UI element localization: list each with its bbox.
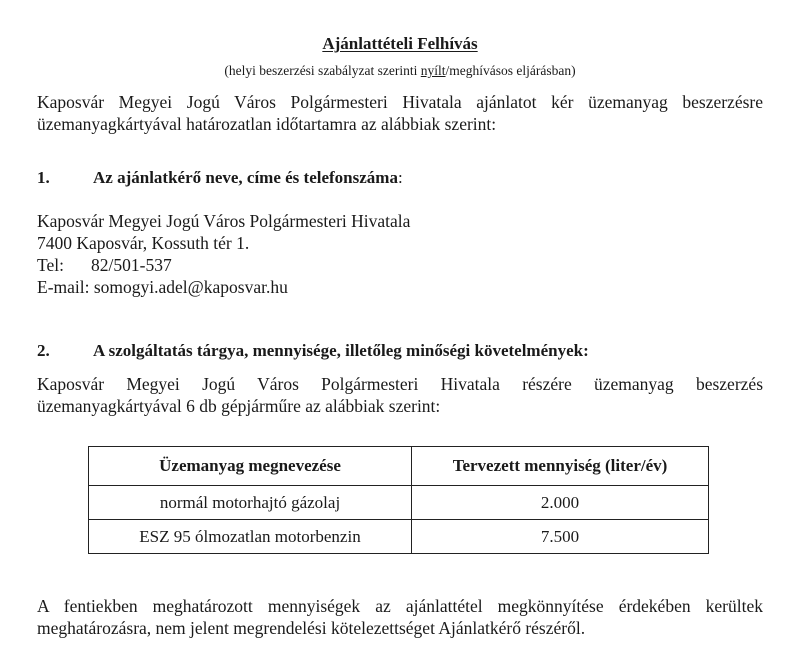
table-header-fuel-name: Üzemanyag megnevezése <box>89 447 412 486</box>
section-1-heading <box>37 167 777 189</box>
org-address: 7400 Kaposvár, Kossuth tér 1. <box>37 233 250 253</box>
table-cell-fuel-name: ESZ 95 ólmozatlan motorbenzin <box>89 520 412 554</box>
document-subtitle <box>0 60 800 82</box>
email-line <box>37 276 537 298</box>
section-1-number: 1. <box>37 168 50 187</box>
phone-label: Tel: <box>37 255 64 275</box>
email-label: E-mail: <box>37 277 90 297</box>
section-2-title: A szolgáltatás tárgya, mennyisége, illetőleg minőségi követelmények: <box>93 341 589 360</box>
section-2-heading <box>37 340 777 362</box>
table-header-quantity: Tervezett mennyiség (liter/év) <box>412 447 709 486</box>
closing-paragraph: A fentiekben meghatározott mennyiségek az ajánlattétel megkönnyítése érdekében kerültek meghatározásra, nem jelent megrendelési kötelezettséget Ajánlatkérő részéről. <box>37 596 763 638</box>
section-2-description: Kaposvár Megyei Jogú Város Polgármesteri Hivatala részére üzemanyag beszerzés üzemanyagkártyával 6 db gépjárműre az alábbiak szerint: <box>37 374 763 416</box>
email-value: somogyi.adel@kaposvar.hu <box>93 277 288 297</box>
contact-block <box>37 210 537 298</box>
section-1-title-colon: : <box>397 168 403 187</box>
table-cell-fuel-name: normál motorhajtó gázolaj <box>89 486 412 520</box>
phone-value: 82/501-537 <box>91 255 172 275</box>
fuel-table <box>88 446 709 554</box>
subtitle-text-before: (helyi beszerzési szabályzat szerinti <box>224 63 421 78</box>
table-row <box>89 520 709 554</box>
org-name: Kaposvár Megyei Jogú Város Polgármesteri Hivatala <box>37 211 411 231</box>
intro-paragraph: Kaposvár Megyei Jogú Város Polgármesteri Hivatala ajánlatot kér üzemanyag beszerzésre üzemanyagkártyával határozatlan időtartamra az alábbiak szerint: <box>37 92 763 134</box>
subtitle-underlined-word: nyílt <box>420 63 446 78</box>
table-cell-quantity: 2.000 <box>412 486 709 520</box>
table-cell-quantity: 7.500 <box>412 520 709 554</box>
table-header-row <box>89 447 709 486</box>
document-title: Ajánlattételi Felhívás <box>322 34 478 53</box>
phone-line <box>37 254 537 276</box>
section-1-title: Az ajánlatkérő neve, címe és telefonszáma <box>93 168 398 187</box>
section-2-number: 2. <box>37 341 50 360</box>
table-row <box>89 486 709 520</box>
subtitle-text-after: /meghívásos eljárásban) <box>445 63 576 78</box>
